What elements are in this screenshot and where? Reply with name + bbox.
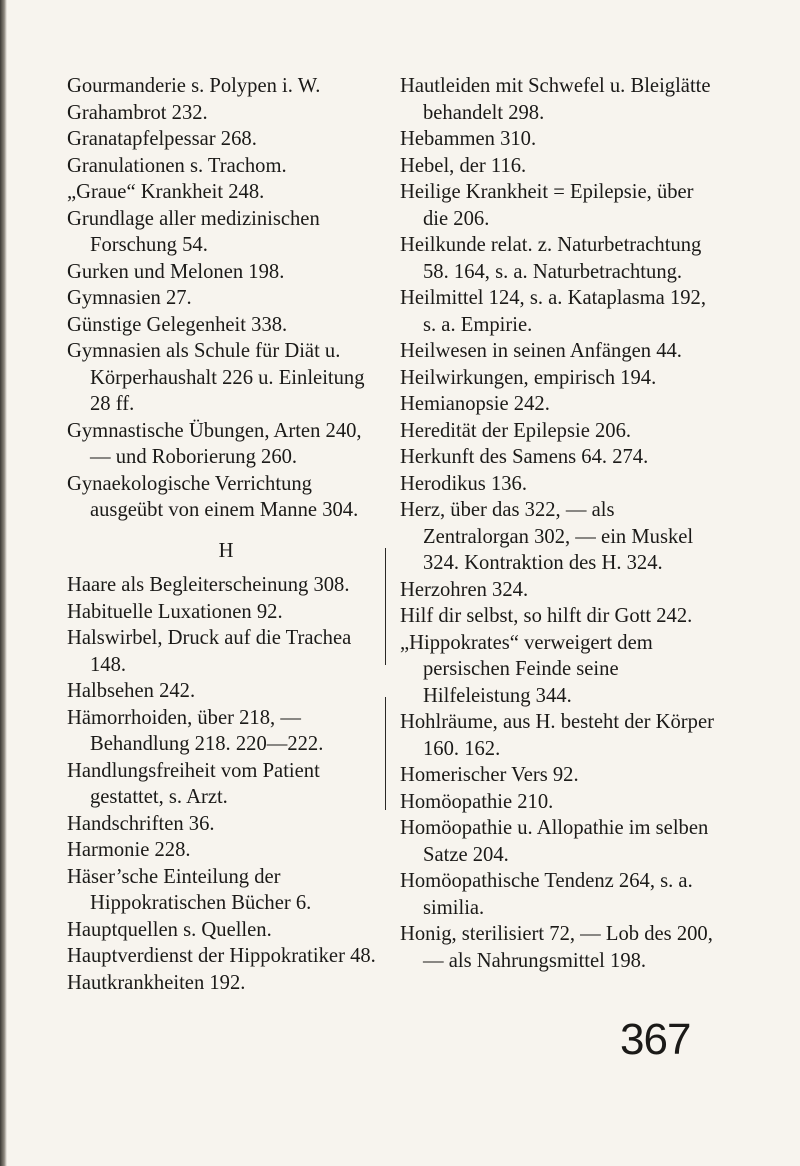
index-entry: Homöopathie 210.	[400, 790, 554, 813]
index-entry: Hauptverdienst der Hippokratiker 48.	[67, 945, 376, 967]
index-entry: Gymnastische Übungen, Arten 240, — und Roborierung 260.	[67, 419, 362, 468]
index-entry: Gourmanderie s. Polypen i. W.	[67, 75, 321, 97]
index-entry: Heredität der Epilepsie 206.	[400, 419, 632, 442]
index-entry: Hautleiden mit Schwefel u. Bleiglätte behandelt 298.	[400, 75, 711, 124]
index-entry: Hämorrhoiden, über 218, — Behandlung 218. 220—222.	[67, 706, 324, 755]
index-entry: Grahambrot 232.	[67, 101, 208, 124]
index-entry: Homöopathische Tendenz 264, s. a. similia.	[400, 870, 693, 919]
index-entry: Hautkrankheiten 192.	[67, 971, 246, 994]
index-entry: Hebammen 310.	[400, 128, 537, 150]
index-entry: Homöopathie u. Allopathie im selben Satze 204.	[400, 817, 709, 866]
index-entry: Heilige Krankheit = Epilepsie, über die 206.	[400, 181, 694, 230]
index-column-left	[67, 73, 385, 996]
index-entry: „Graue“ Krankheit 248.	[67, 181, 265, 203]
index-entry: Herkunft des Samens 64. 274.	[400, 446, 649, 468]
index-entry: Homerischer Vers 92.	[400, 764, 579, 786]
index-entry: Granulationen s. Trachom.	[67, 154, 287, 177]
index-entry: Handschriften 36.	[67, 812, 215, 835]
index-entry: Herz, über das 322, — als Zentralorgan 302, — ein Muskel 324. Kontraktion des H. 324.	[400, 499, 694, 574]
index-entry: Habituelle Luxationen 92.	[67, 600, 283, 623]
index-entry: Hilf dir selbst, so hilft dir Gott 242.	[400, 605, 693, 627]
index-entry: „Hippokrates“ verweigert dem persischen Feinde seine Hilfeleistung 344.	[400, 631, 653, 707]
index-column-right	[400, 73, 718, 974]
index-entry: Heilwirkungen, empirisch 194.	[400, 366, 657, 389]
entries-list-h-continued	[400, 73, 718, 974]
entries-list-h	[67, 572, 385, 996]
page-number: 367	[620, 1015, 691, 1064]
index-entry: Harmonie 228.	[67, 839, 191, 861]
index-entry: Heilkunde relat. z. Naturbetrachtung 58. 164, s. a. Naturbetrachtung.	[400, 234, 702, 283]
index-entry: Hauptquellen s. Quellen.	[67, 918, 272, 941]
index-entry: Gurken und Melonen 198.	[67, 260, 285, 283]
index-entry: Gymnasien als Schule für Diät u. Körperhaushalt 226 u. Einleitung 28 ff.	[67, 340, 365, 415]
index-entry: Herzohren 324.	[400, 578, 529, 601]
index-entry: Heilmittel 124, s. a. Kataplasma 192, s. a. Empirie.	[400, 287, 706, 336]
index-entry: Gymnasien 27.	[67, 287, 192, 309]
index-entry: Gynaekologische Verrichtung ausgeübt von einem Manne 304.	[67, 472, 359, 521]
column-divider-lower	[385, 697, 386, 810]
index-entry: Heilwesen in seinen Anfängen 44.	[400, 340, 682, 362]
index-entry: Häser’sche Einteilung der Hippokratischen Bücher 6.	[67, 865, 312, 914]
index-entry: Halbsehen 242.	[67, 680, 196, 702]
index-entry: Herodikus 136.	[400, 472, 527, 495]
index-entry: Granatapfelpessar 268.	[67, 128, 257, 150]
book-spine-shadow	[0, 0, 7, 1166]
index-entry: Halswirbel, Druck auf die Trachea 148.	[67, 627, 352, 676]
section-letter-h: H	[218, 539, 234, 562]
index-entry: Günstige Gelegenheit 338.	[67, 313, 288, 336]
entries-list-g	[67, 73, 385, 524]
index-entry: Hohlräume, aus H. besteht der Körper 160. 162.	[400, 711, 714, 760]
index-entry: Handlungsfreiheit vom Patient gestattet, s. Arzt.	[67, 759, 320, 808]
column-divider-upper	[385, 548, 386, 665]
index-entry: Honig, sterilisiert 72, — Lob des 200, — als Nahrungsmittel 198.	[400, 923, 713, 972]
index-entry: Hemianopsie 242.	[400, 393, 550, 415]
index-entry: Hebel, der 116.	[400, 154, 527, 177]
index-entry: Grundlage aller medizinischen Forschung 54.	[67, 207, 320, 256]
index-entry: Haare als Begleiterscheinung 308.	[67, 574, 350, 596]
